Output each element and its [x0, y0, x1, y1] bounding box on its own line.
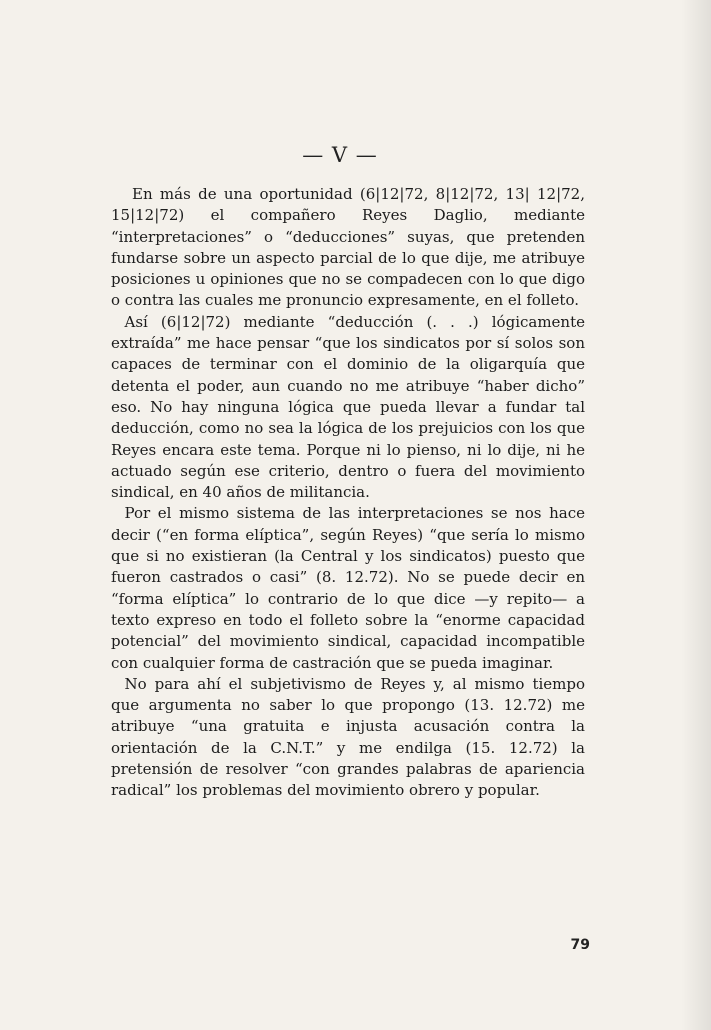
paragraph-3: Por el mismo sistema de las interpretaciones se nos hace decir (“en forma elíptica”, según Reyes) “que sería lo mismo que si no existieran (la Central y los sindicatos) puesto que fueron castrados o casi” (8. 12.72). No se puede decir en “forma elíptica” lo contrario de lo que dice —y repito— a texto expreso en todo el folleto sobre la “enorme capacidad potencial” del movimiento sindical, capacidad incompatible con cualquier forma de castración que se pueda imaginar.: [111, 504, 585, 672]
paragraph-1: En más de una oportunidad (6|12|72, 8|12|72, 13| 12|72, 15|12|72) el compañero Reyes Daglio, mediante “interpretaciones” o “deducciones” suyas, que pretenden fundarse sobre un aspecto parcial de lo que dije, me atribuye posiciones u opiniones que no se compadecen con lo que digo o contra las cuales me pronuncio expresamente, en el folleto.: [111, 185, 585, 310]
page-edge-shadow: [681, 0, 711, 1030]
body-text: [111, 184, 585, 802]
paragraph-4: No para ahí el subjetivismo de Reyes y, al mismo tiempo que argumenta no saber lo que propongo (13. 12.72) me atribuye “una gratuita e injusta acusación contra la orientación de la C.N.T.” y me endilga (15. 12.72) la pretensión de resolver “con grandes palabras de apariencia radical” los problemas del movimiento obrero y popular.: [111, 674, 585, 800]
page-number: 79: [570, 937, 590, 953]
chapter-heading: — V —: [302, 143, 378, 167]
paragraph-2: Así (6|12|72) mediante “deducción (. . .) lógicamente extraída” me hace pensar “que los sindicatos por sí solos son capaces de terminar con el dominio de la oligarquía que detenta el poder, aun cuando no me atribuye “haber dicho” eso. No hay ninguna lógica que pueda llevar a fundar tal deducción, como no sea la lógica de los prejuicios con los que Reyes encara este tema. Porque ni lo pienso, ni lo dije, ni he actuado según ese criterio, dentro o fuera del movimiento sindical, en 40 años de militancia.: [111, 312, 585, 502]
